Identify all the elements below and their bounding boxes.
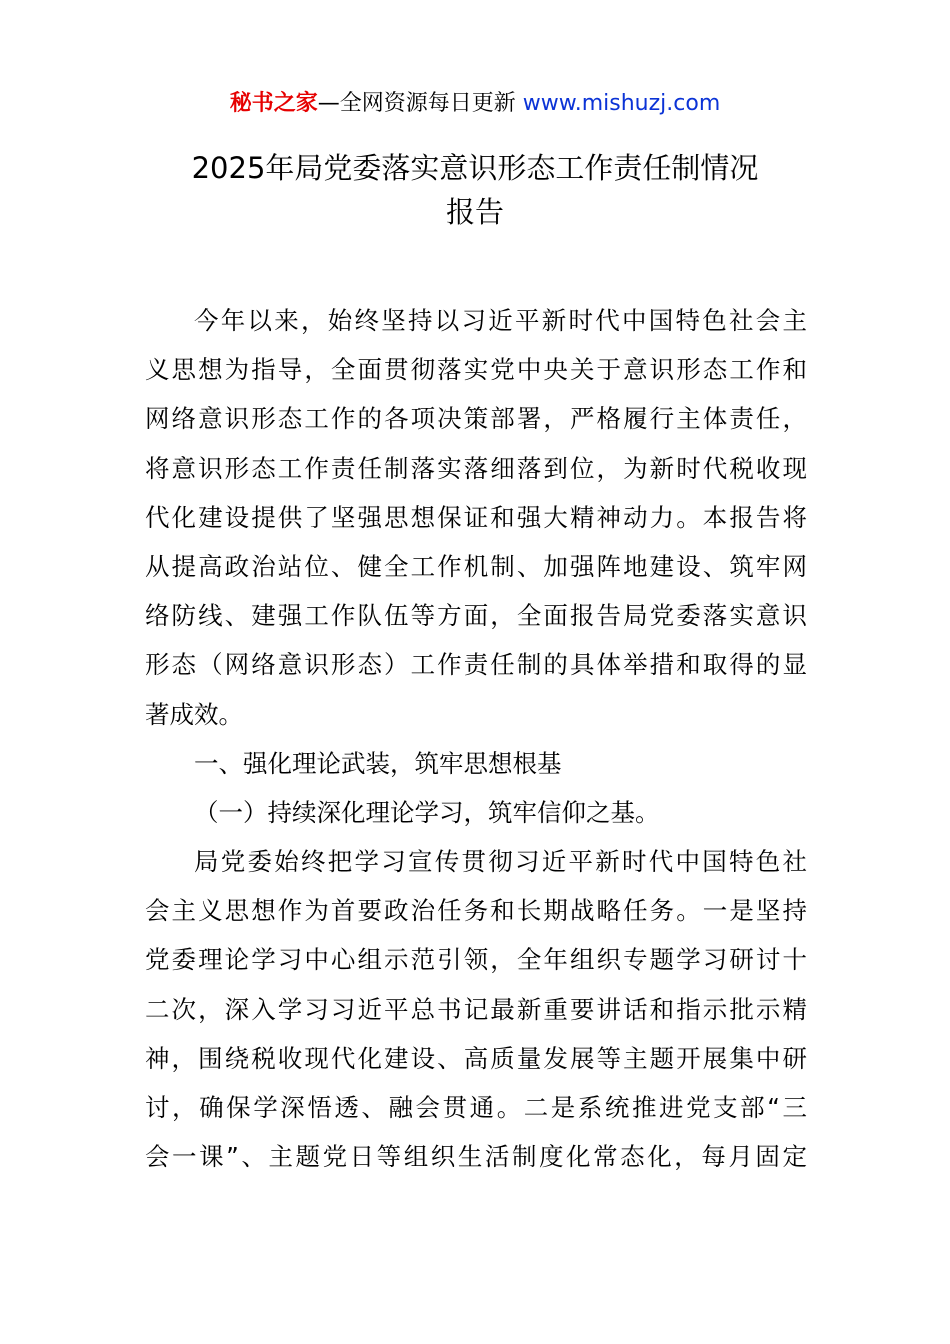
header-tagline: —全网资源每日更新 <box>317 91 516 116</box>
brand-name: 秘书之家 <box>229 91 318 116</box>
intro-line: 网络意识形态工作的各项决策部署，严格履行主体责任， <box>145 404 807 434</box>
site-url-link[interactable]: www.mishuzj.com <box>522 91 721 116</box>
body-line: 二次，深入学习习近平总书记最新重要讲话和指示批示精 <box>145 994 807 1024</box>
title-line-2: 报告 <box>445 195 504 229</box>
intro-line: 络防线、建强工作队伍等方面，全面报告局党委落实意识 <box>145 601 807 631</box>
intro-line: 将意识形态工作责任制落实落细落到位，为新时代税收现 <box>145 453 807 483</box>
document-body <box>145 296 807 1181</box>
body-line: 党委理论学习中心组示范引领，全年组织专题学习研讨十 <box>145 945 807 975</box>
site-header <box>0 88 950 120</box>
intro-line: 代化建设提供了坚强思想保证和强大精神动力。本报告将 <box>145 502 807 532</box>
document-title <box>145 146 805 234</box>
body-line: 神，围绕税收现代化建设、高质量发展等主题开展集中研 <box>145 1043 807 1073</box>
intro-line: 义思想为指导，全面贯彻落实党中央关于意识形态工作和 <box>145 355 807 385</box>
intro-line: 形态（网络意识形态）工作责任制的具体举措和取得的显 <box>145 650 807 680</box>
intro-line: 著成效。 <box>145 699 243 729</box>
intro-line: 从提高政治站位、健全工作机制、加强阵地建设、筑牢网 <box>145 551 807 581</box>
body-line: 局党委始终把学习宣传贯彻习近平新时代中国特色社 <box>194 847 807 877</box>
title-line-1: 2025年局党委落实意识形态工作责任制情况 <box>191 151 759 185</box>
body-line: 讨，确保学深悟透、融会贯通。二是系统推进党支部“三 <box>145 1093 807 1122</box>
section-heading: 一、强化理论武装，筑牢思想根基 <box>194 748 562 778</box>
body-line: 会一课”、主题党日等组织生活制度化常态化，每月固定 <box>145 1142 807 1172</box>
body-line: 会主义思想作为首要政治任务和长期战略任务。一是坚持 <box>145 896 807 926</box>
subsection-heading: （一）持续深化理论学习，筑牢信仰之基。 <box>194 797 660 827</box>
intro-line: 今年以来，始终坚持以习近平新时代中国特色社会主 <box>194 306 807 335</box>
